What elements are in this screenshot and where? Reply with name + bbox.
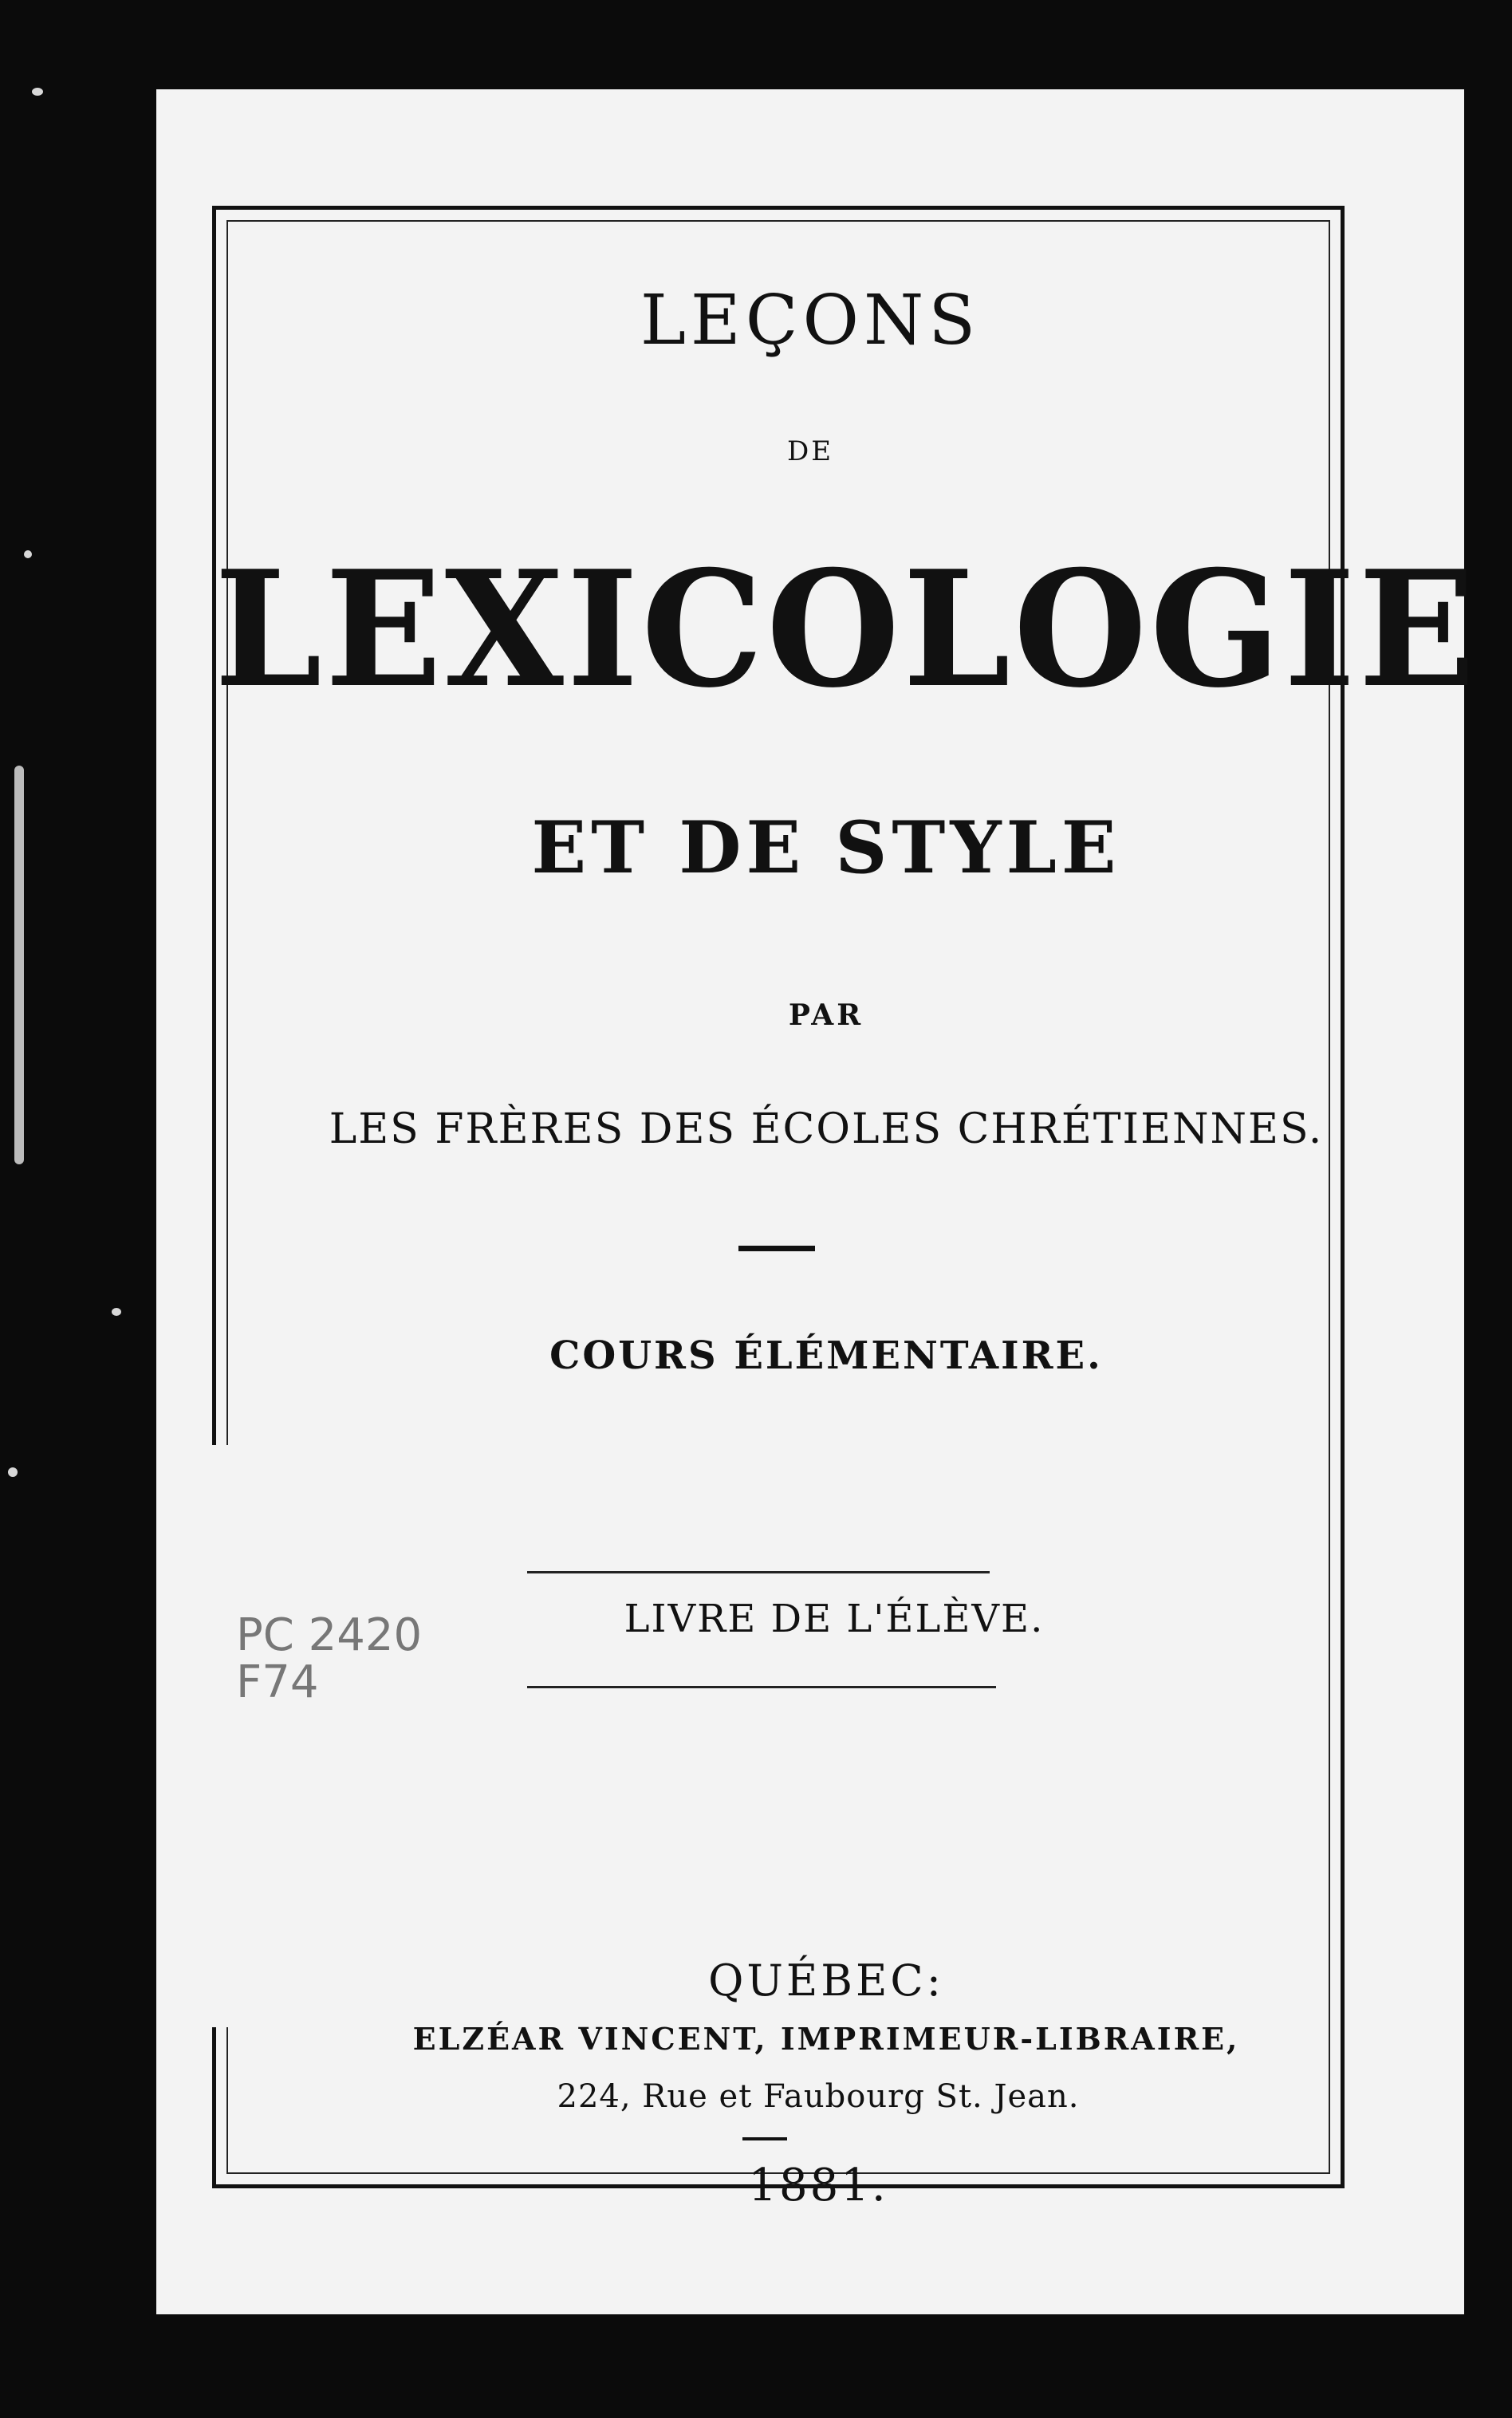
title-et-de-style: ET DE STYLE <box>531 805 1121 890</box>
scan-speck <box>14 766 24 1164</box>
scan-speck <box>8 1467 18 1477</box>
call-number-line: F74 <box>236 1656 319 1708</box>
scan-speck <box>24 550 32 558</box>
separator-dash <box>738 1246 815 1251</box>
library-call-number <box>236 1609 423 1708</box>
imprint-address: 224, Rue et Faubourg St. Jean. <box>557 2078 1080 2115</box>
title-lecons: LEÇONS <box>640 281 981 360</box>
title-lexicologie: LEXICOLOGIE <box>214 536 1479 723</box>
authors-line: LES FRÈRES DES ÉCOLES CHRÉTIENNES. <box>329 1105 1324 1153</box>
frame-gap <box>188 1445 316 2027</box>
title-par: PAR <box>788 998 864 1032</box>
title-page <box>156 89 1479 2314</box>
imprint-city: QUÉBEC: <box>708 1955 944 2006</box>
rule-below-book <box>527 1686 996 1688</box>
imprint-dash <box>742 2137 787 2140</box>
scan-speck <box>112 1308 121 1316</box>
inner-border-frame <box>226 220 1330 2174</box>
title-de: DE <box>786 435 834 467</box>
imprint-year: 1881. <box>748 2160 888 2211</box>
book-line: LIVRE DE L'ÉLÈVE. <box>624 1597 1045 1641</box>
rule-above-book <box>527 1571 990 1573</box>
scan-speck <box>32 88 43 96</box>
imprint-printer: ELZÉAR VINCENT, IMPRIMEUR-LIBRAIRE, <box>412 2021 1240 2057</box>
call-number-line: PC 2420 <box>236 1609 423 1661</box>
course-line: COURS ÉLÉMENTAIRE. <box>549 1333 1103 1378</box>
